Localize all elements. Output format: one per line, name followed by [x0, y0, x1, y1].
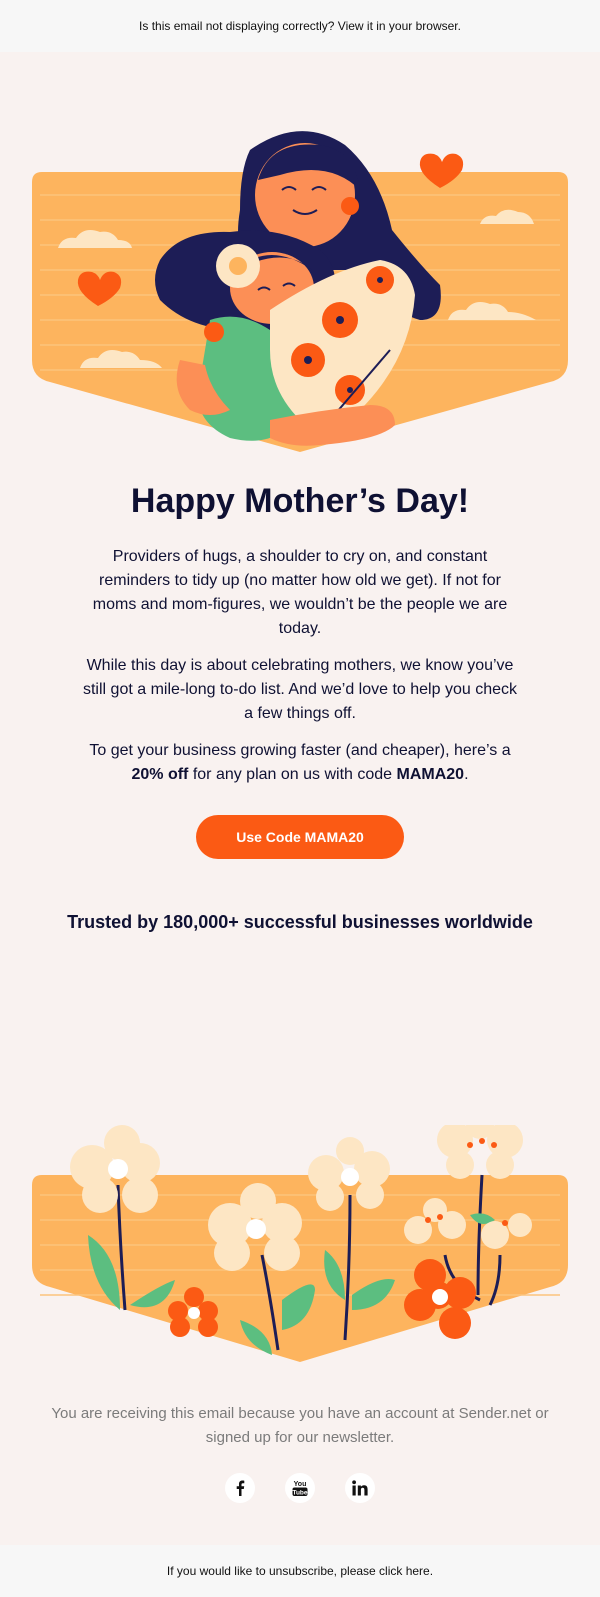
offer-text-end: .: [464, 766, 469, 783]
facebook-icon: [232, 1480, 248, 1496]
flowers-illustration: [0, 1125, 600, 1370]
unsubscribe-link[interactable]: If you would like to unsubscribe, please click here.: [166, 1564, 434, 1578]
youtube-link[interactable]: [285, 1473, 315, 1503]
trusted-heading: Trusted by 180,000+ successful businesses worldwide: [67, 912, 533, 932]
unsubscribe-bar: [0, 1545, 600, 1597]
youtube-text-top: You: [293, 1481, 307, 1488]
todo-paragraph: While this day is about celebrating mothers, we know you’ve still got a mile-long to-do list. And we’d love to help you check a few things off.: [82, 657, 517, 722]
intro-paragraph: Providers of hugs, a shoulder to cry on, and constant reminders to tidy up (no matter how old we get). If not for moms and mom-figures, we wouldn’t be the people we are today.: [92, 548, 508, 637]
page-title: Happy Mother’s Day!: [130, 482, 470, 520]
hero-illustration: [0, 120, 600, 460]
youtube-text-bottom: Tube: [292, 1489, 308, 1497]
subscription-notice: You are receiving this email because you have an account at Sender.net or signed up for our newsletter.: [51, 1405, 549, 1446]
browser-view-bar: [0, 0, 600, 52]
mother-hugging-child-illustration: [0, 120, 600, 460]
linkedin-icon: [351, 1479, 369, 1497]
linkedin-link[interactable]: [345, 1473, 375, 1503]
view-in-browser-link[interactable]: Is this email not displaying correctly? View it in your browser.: [139, 19, 461, 33]
flower-banner-illustration: [0, 1125, 600, 1370]
offer-text-start: To get your business growing faster (and cheaper), here’s a: [89, 742, 511, 759]
offer-code: MAMA20: [396, 766, 465, 783]
offer-paragraph: [80, 739, 520, 787]
youtube-icon: [291, 1479, 309, 1497]
use-code-button[interactable]: Use Code MAMA20: [196, 815, 404, 859]
offer-discount: 20% off: [131, 766, 189, 783]
facebook-link[interactable]: [225, 1473, 255, 1503]
offer-text-middle: for any plan on us with code: [188, 766, 397, 783]
